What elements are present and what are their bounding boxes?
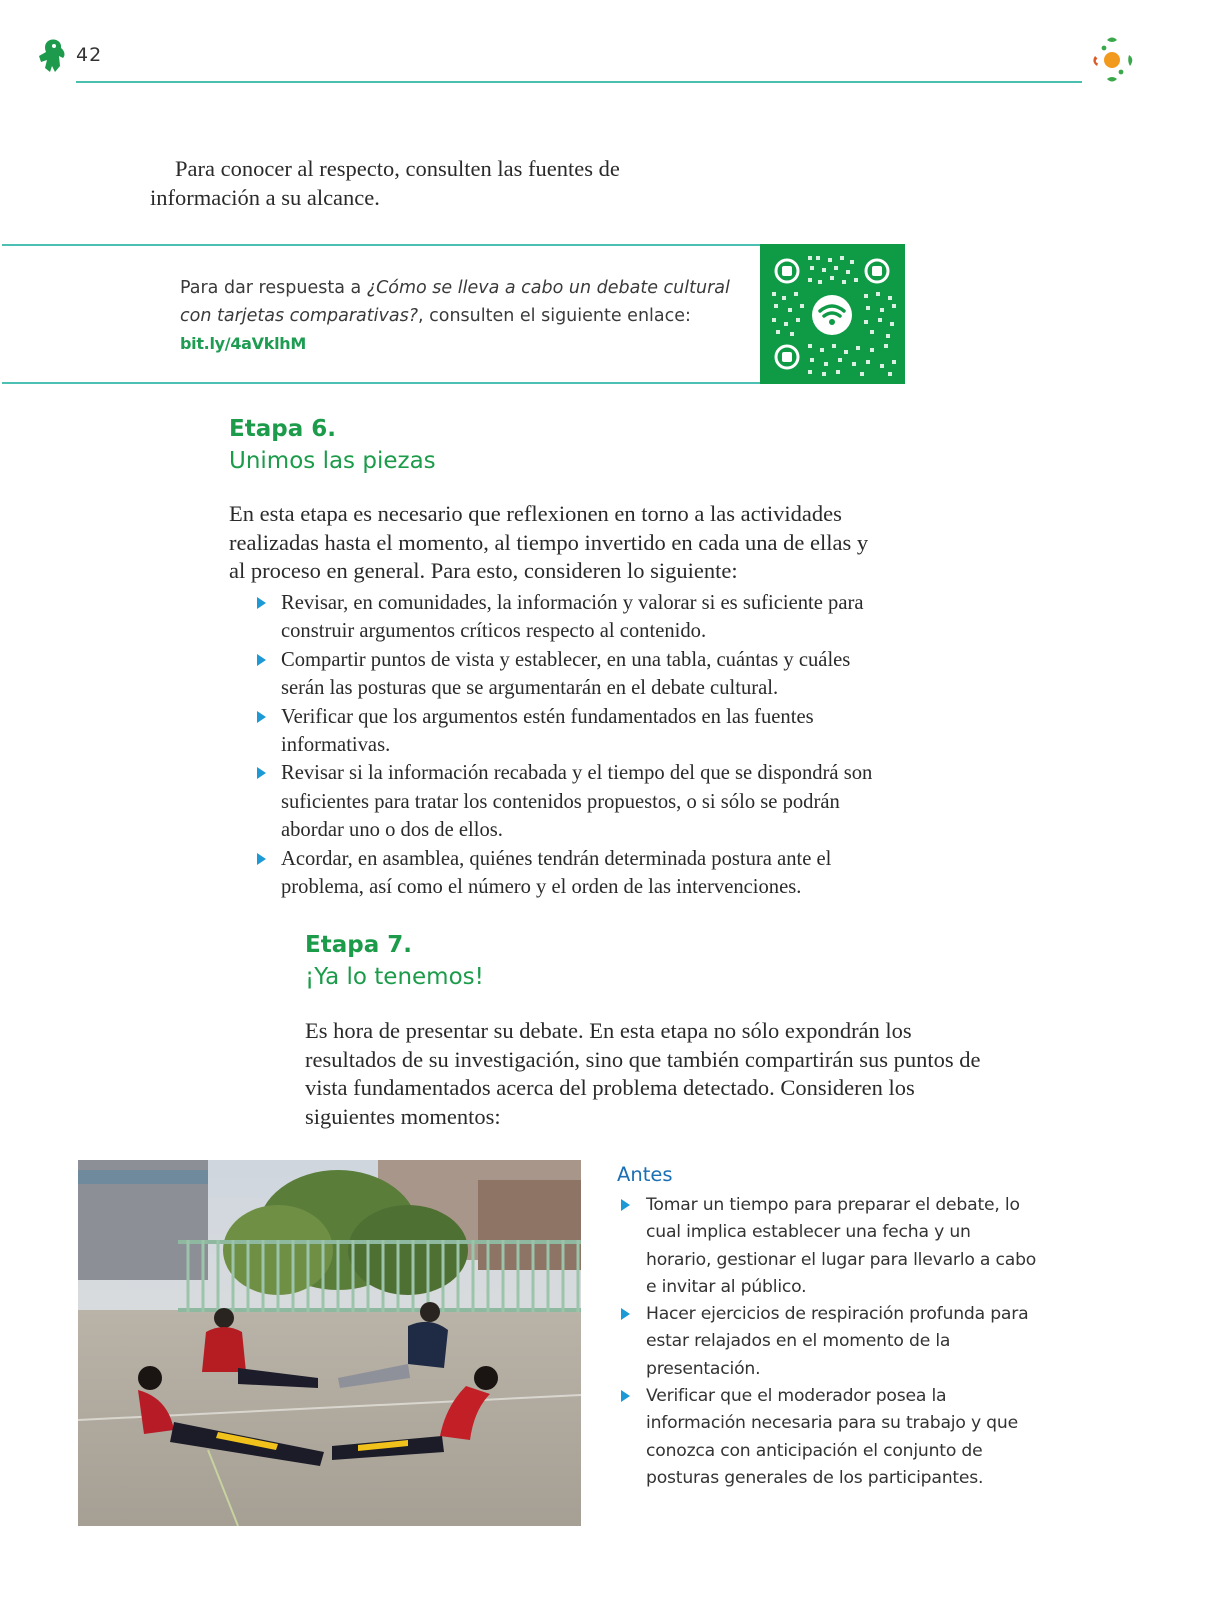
list-item-text: Verificar que los argumentos estén fundamentados en las fuentes informativas.: [281, 705, 814, 757]
list-item-text: Compartir puntos de vista y establecer, en una tabla, cuántas y cuáles serán las posturas que se argumentarán en el debate cultural.: [281, 648, 851, 700]
list-item: [255, 845, 895, 902]
antes-heading: Antes: [617, 1163, 673, 1186]
stage-6-heading: [229, 413, 436, 477]
bullet-triangle-icon: [257, 853, 266, 865]
page-number: 42: [76, 44, 103, 66]
qr-code-graphic: [760, 244, 905, 384]
intro-paragraph: Para conocer al respecto, consulten las fuentes de información a su alcance.: [150, 156, 620, 210]
students-stretching-photo: [78, 1160, 581, 1526]
bullet-triangle-icon: [257, 711, 266, 723]
resource-question: ¿Cómo se lleva a cabo un debate cultural con tarjetas comparativas?: [180, 278, 730, 326]
resource-text-prefix: Para dar respuesta a: [180, 278, 367, 298]
list-item: [619, 1192, 1039, 1301]
stage-6-subtitle: Unimos las piezas: [229, 448, 436, 474]
bullet-triangle-icon: [257, 654, 266, 666]
bullet-triangle-icon: [621, 1308, 630, 1320]
stage-7-subtitle: ¡Ya lo tenemos!: [305, 964, 484, 990]
stage-7-intro: Es hora de presentar su debate. En esta etapa no sólo expondrán los resultados de su investigación, sino que también compartirán sus puntos de vista fundamentados acerca del problema detectado. Consideren los siguientes momentos:: [305, 1018, 981, 1129]
qr-code[interactable]: [760, 244, 905, 384]
circular-emblem-icon: [1085, 34, 1139, 86]
student-figure-icon: [36, 38, 68, 74]
resource-box-text: [180, 274, 755, 358]
wifi-icon: [812, 295, 852, 335]
list-item: [255, 703, 895, 760]
resource-text-suffix: , consulten el siguiente enlace:: [418, 306, 691, 326]
stage-6-label: Etapa 6.: [229, 416, 336, 442]
list-item-text: Revisar si la información recabada y el tiempo del que se dispondrá son suficientes para tratar los contenidos propuestos, o si sólo se podrán abordar uno o dos de ellos.: [281, 762, 873, 842]
list-item-text: Acordar, en asamblea, quiénes tendrán determinada postura ante el problema, así como el número y el orden de las intervenciones.: [281, 847, 832, 899]
stage-6-list: [255, 589, 895, 901]
bullet-triangle-icon: [621, 1390, 630, 1402]
list-item: [255, 589, 895, 646]
stage-7-heading: [305, 929, 484, 993]
bullet-triangle-icon: [257, 597, 266, 609]
header-divider: [76, 81, 1082, 83]
list-item-text: Hacer ejercicios de respiración profunda para estar relajados en el momento de la presentación.: [646, 1304, 1029, 1379]
list-item-text: Tomar un tiempo para preparar el debate, lo cual implica establecer una fecha y un horario, gestionar el lugar para llevarlo a cabo e invitar al público.: [646, 1195, 1037, 1297]
list-item: [255, 759, 895, 844]
list-item-text: Revisar, en comunidades, la información y valorar si es suficiente para construir argumentos críticos respecto al contenido.: [281, 592, 864, 643]
list-item-text: Verificar que el moderador posea la información necesaria para su trabajo y que conozca con anticipación el conjunto de posturas generales de los participantes.: [646, 1386, 1018, 1488]
stage-6-intro: En esta etapa es necesario que reflexionen en torno a las actividades realizadas hasta el momento, al tiempo invertido en cada una de ellas y al proceso en general. Para esto, consideren lo siguiente:: [229, 501, 869, 584]
resource-link[interactable]: bit.ly/4aVklhM: [180, 334, 306, 353]
bullet-triangle-icon: [257, 767, 266, 779]
photo-graphic: [78, 1160, 581, 1526]
list-item: [255, 646, 895, 703]
bullet-triangle-icon: [621, 1199, 630, 1211]
stage-7-label: Etapa 7.: [305, 932, 412, 958]
list-item: [619, 1383, 1039, 1492]
antes-list: [619, 1192, 1039, 1492]
list-item: [619, 1301, 1039, 1383]
